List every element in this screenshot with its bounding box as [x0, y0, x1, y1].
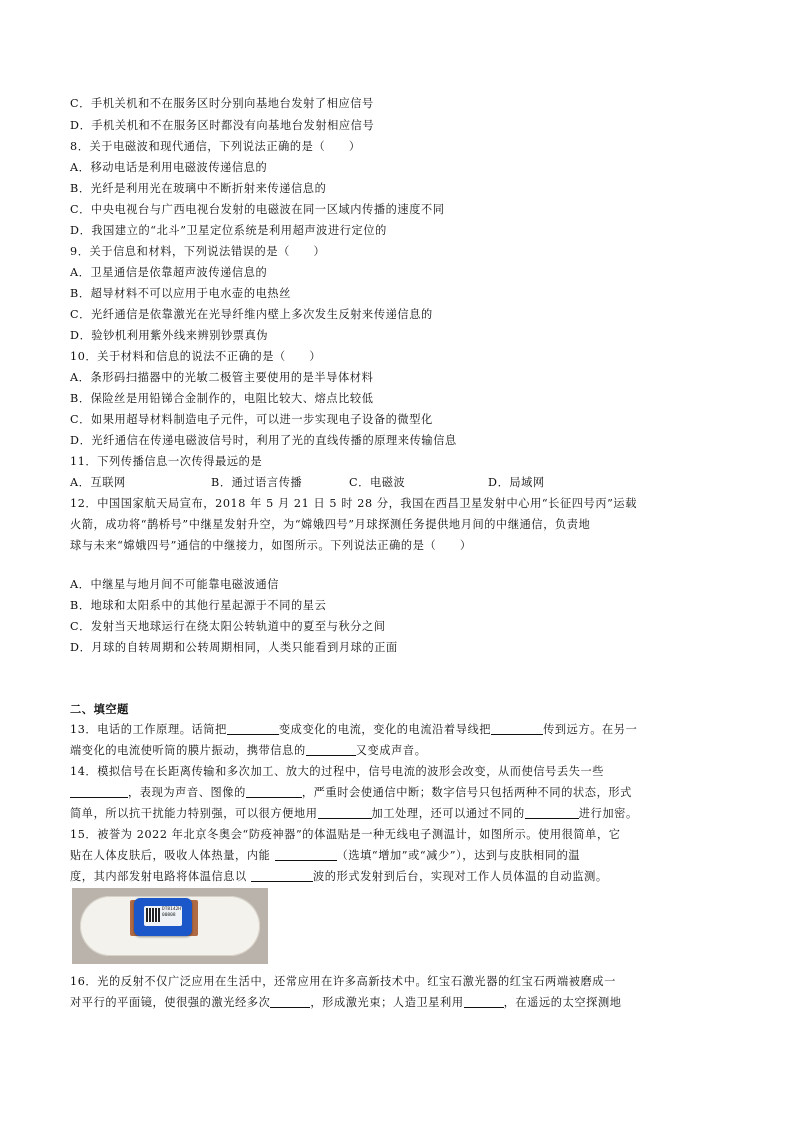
q14-line2 — [70, 785, 632, 801]
q14-blank-1 — [70, 785, 128, 798]
q14-text-4: 简单，所以抗干扰能力特别强，可以很方便地用 — [70, 807, 318, 820]
q12-option-d: D．月球的自转周期和公转周期相同，人类只能看到月球的正面 — [70, 641, 398, 654]
q15-blank-2 — [251, 869, 313, 882]
q16-text-2: 对平行的平面镜，使很强的激光经多次 — [70, 996, 271, 1009]
q16-blank-2 — [464, 995, 504, 1008]
q15-text-4: 度，其内部发射电路将体温信息以 — [70, 870, 251, 883]
q7-option-d: D．手机关机和不在服务区时都没有向基地台发射相应信号 — [70, 119, 375, 132]
q13-blank-3 — [306, 743, 356, 756]
q14-text-3: ，严重时会使通信中断；数字信号只包括两种不同的状态，形式 — [301, 786, 632, 799]
q16-text-4: ，在遥远的太空探测地 — [503, 996, 622, 1009]
q8-stem: 8．关于电磁波和现代通信，下列说法正确的是（ ） — [70, 140, 361, 153]
q14-line3 — [70, 806, 638, 822]
q15-text-3: （选填“增加”或“减少”），达到与皮肤相同的温 — [336, 849, 581, 862]
q11-option-d: D．局域网 — [488, 476, 545, 489]
q12-stem-line1: 12．中国国家航天局宣布，2018 年 5 月 21 日 5 时 28 分，我国在西昌卫星发射中心用“长征四号丙”运载 — [70, 497, 638, 510]
q15-line2 — [70, 848, 580, 864]
q8-option-b: B．光纤是利用光在玻璃中不断折射来传递信息的 — [70, 182, 327, 195]
sensor-label-line1: DT8142H — [162, 907, 181, 912]
q13-line2 — [70, 743, 427, 759]
q14-text-6: 进行加密。 — [578, 807, 638, 820]
q14-blank-4 — [525, 806, 579, 819]
q14-blank-2 — [246, 785, 302, 798]
q13-text-2: 变成变化的电流，变化的电流沿着导线把 — [278, 723, 492, 736]
q13-blank-2 — [491, 722, 543, 735]
q9-option-c: C．光纤通信是依靠激光在光导纤维内壁上多次发生反射来传递信息的 — [70, 308, 433, 321]
q9-option-a: A．卫星通信是依靠超声波传递信息的 — [70, 266, 268, 279]
q8-option-d: D．我国建立的“北斗”卫星定位系统是利用超声波进行定位的 — [70, 224, 387, 237]
q7-option-c: C．手机关机和不在服务区时分别向基地台发射了相应信号 — [70, 97, 374, 110]
qr-code-icon — [146, 908, 160, 922]
q15-text-2: 贴在人体皮肤后，吸收人体热量，内能 — [70, 849, 275, 862]
q10-option-c: C．如果用超导材料制造电子元件，可以进一步实现电子设备的微型化 — [70, 413, 433, 426]
q10-option-a: A．条形码扫描器中的光敏二极管主要使用的是半导体材料 — [70, 371, 374, 384]
q12-option-b: B．地球和太阳系中的其他行星起源于不同的星云 — [70, 599, 327, 612]
q11-option-b: B．通过语言传播 — [211, 476, 303, 489]
q13-text-4: 端变化的电流使听筒的膜片振动，携带信息的 — [70, 744, 306, 757]
q10-option-b: B．保险丝是用铅锑合金制作的，电阻比较大、熔点比较低 — [70, 392, 374, 405]
q15-text-5: 波的形式发射到后台，实现对工作人员体温的自动监测。 — [312, 870, 608, 883]
sensor-label — [144, 906, 182, 926]
q9-stem: 9．关于信息和材料，下列说法错误的是（ ） — [70, 245, 326, 258]
q16-line1: 16．光的反射不仅广泛应用在生活中，还常应用在许多高新技术中。红宝石激光器的红宝石两端被磨成一 — [70, 975, 616, 988]
q12-stem-line2: 火箭，成功将“鹊桥号”中继星发射升空，为“嫦娥四号”月球探测任务提供地月间的中继通信，负责地 — [70, 518, 591, 531]
q12-option-a: A．中继星与地月间不可能靠电磁波通信 — [70, 578, 280, 591]
q14-text-2: ，表现为声音、图像的 — [128, 786, 246, 799]
temperature-sensor-patch-photo — [72, 888, 268, 964]
q16-text-3: ，形成激光束；人造卫星利用 — [310, 996, 464, 1009]
q14-text-5: 加工处理，还可以通过不同的 — [371, 807, 525, 820]
q15-blank-1 — [275, 848, 337, 861]
q13-text-3: 传到远方。在另一 — [543, 723, 638, 736]
q8-option-a: A．移动电话是利用电磁波传递信息的 — [70, 161, 268, 174]
q13-text-1: 13．电话的工作原理。话筒把 — [70, 723, 227, 736]
q9-option-b: B．超导材料不可以应用于电水壶的电热丝 — [70, 287, 291, 300]
q13-blank-1 — [227, 722, 279, 735]
q15-line3 — [70, 869, 608, 885]
q12-option-c: C．发射当天地球运行在绕太阳公转轨道中的夏至与秋分之间 — [70, 620, 386, 633]
q9-option-d: D．验钞机利用紫外线来辨别钞票真伪 — [70, 329, 269, 342]
q10-stem: 10．关于材料和信息的说法不正确的是（ ） — [70, 350, 322, 363]
q11-option-a: A．互联网 — [70, 476, 126, 489]
section-title-fill-in: 二、填空题 — [70, 702, 129, 716]
q13-line1 — [70, 722, 637, 738]
q10-option-d: D．光纤通信在传递电磁波信号时，利用了光的直线传播的原理来传输信息 — [70, 434, 457, 447]
q11-option-c: C．电磁波 — [349, 476, 406, 489]
sensor-chip — [134, 898, 192, 936]
q11-stem: 11．下列传播信息一次传得最远的是 — [70, 455, 263, 468]
sensor-label-line2: 00808 — [162, 913, 176, 918]
q13-text-5: 又变成声音。 — [355, 744, 427, 757]
q16-line2 — [70, 995, 622, 1011]
q8-option-c: C．中央电视台与广西电视台发射的电磁波在同一区域内传播的速度不同 — [70, 203, 445, 216]
q15-line1: 15．被誉为 2022 年北京冬奥会“防疫神器”的体温贴是一种无线电子测温计，如图所示。使用很简单，它 — [70, 828, 621, 841]
q16-blank-1 — [270, 995, 310, 1008]
q12-stem-line3: 球与未来“嫦娥四号”通信的中继接力，如图所示。下列说法正确的是（ ） — [70, 539, 472, 552]
q14-blank-3 — [318, 806, 372, 819]
sensor-label-text — [162, 907, 181, 919]
q14-line1: 14．模拟信号在长距离传输和多次加工、放大的过程中，信号电流的波形会改变，从而使信号丢失一些 — [70, 765, 605, 778]
